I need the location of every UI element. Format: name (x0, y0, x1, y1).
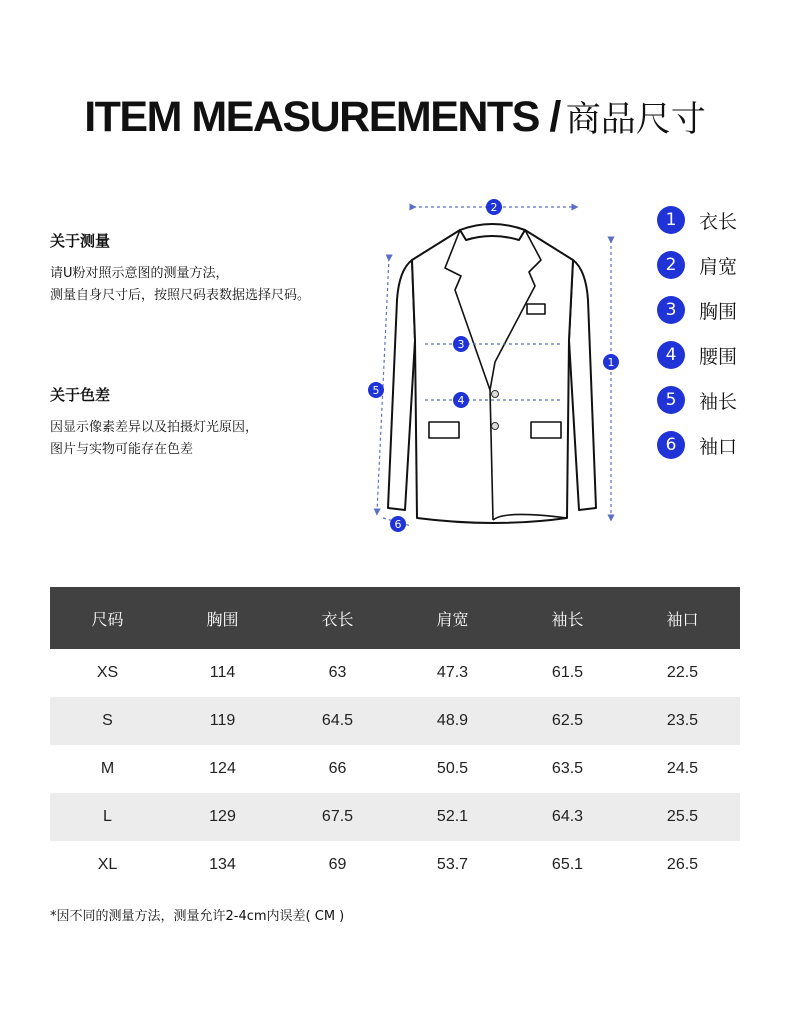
table-cell: 129 (165, 793, 280, 841)
size-table (50, 587, 740, 889)
table-cell: 63 (328, 664, 347, 681)
legend-number-badge: 3 (657, 296, 685, 324)
marker-chest (453, 336, 469, 352)
jacket-diagram (355, 190, 635, 540)
legend-label: 胸围 (699, 300, 738, 323)
legend-number-badge: 6 (657, 431, 685, 459)
table-cell: 134 (209, 856, 236, 873)
legend-item (657, 251, 777, 279)
table-cell: XL (97, 856, 118, 873)
table-cell: 61.5 (551, 664, 584, 681)
legend-item (657, 341, 777, 369)
color-note-line: 图片与实物可能存在色差 (50, 442, 194, 457)
measurement-footnote: *因不同的测量方法，测量允许2-4cm内误差( CM ) (50, 909, 345, 924)
marker-sleeve-label: 5 (372, 384, 380, 397)
table-cell: 66 (328, 760, 347, 777)
table-cell: L (50, 793, 165, 841)
legend-number-badge: 1 (657, 206, 685, 234)
page-title-en: ITEM MEASUREMENTS / (84, 93, 560, 141)
table-row (50, 649, 740, 697)
table-cell: 64.5 (280, 697, 395, 745)
table-cell: 26.5 (666, 856, 699, 873)
table-cell: 47.3 (436, 664, 469, 681)
legend-label: 袖口 (699, 435, 738, 458)
color-difference-note (50, 384, 380, 461)
marker-length (603, 354, 619, 370)
table-row (50, 841, 740, 889)
table-cell: 22.5 (666, 664, 699, 681)
column-header: 尺码 (50, 587, 165, 649)
page-title (0, 92, 790, 142)
marker-waist-label: 4 (457, 394, 465, 407)
measurement-note-line: 请U粉对照示意图的测量方法， (50, 266, 229, 281)
marker-length-label: 1 (607, 356, 615, 369)
column-header: 衣长 (280, 587, 395, 649)
legend-item (657, 386, 777, 414)
table-cell: 25.5 (625, 793, 740, 841)
legend-label: 袖长 (699, 390, 738, 413)
marker-cuff-label: 6 (394, 518, 402, 531)
table-cell: 62.5 (510, 697, 625, 745)
marker-shoulder-label: 2 (490, 201, 498, 214)
marker-sleeve (368, 382, 384, 398)
table-row (50, 697, 740, 745)
measurement-note-title: 关于测量 (50, 232, 111, 250)
table-cell: 69 (328, 856, 347, 873)
jacket-icon (355, 190, 635, 540)
table-cell: 119 (165, 697, 280, 745)
table-cell: 114 (209, 664, 236, 681)
table-cell: 23.5 (625, 697, 740, 745)
legend-item (657, 296, 777, 324)
marker-chest-label: 3 (457, 338, 465, 351)
color-note-title: 关于色差 (50, 386, 111, 404)
page-title-cn: 商品尺寸 (565, 100, 706, 140)
legend-label: 肩宽 (699, 255, 738, 278)
legend-number-badge: 5 (657, 386, 685, 414)
table-cell: 50.5 (436, 760, 469, 777)
legend-number-badge: 2 (657, 251, 685, 279)
column-header: 胸围 (165, 587, 280, 649)
table-cell: 67.5 (280, 793, 395, 841)
table-cell: 48.9 (395, 697, 510, 745)
table-row (50, 745, 740, 793)
table-row (50, 793, 740, 841)
marker-shoulder (486, 199, 502, 215)
marker-cuff (390, 516, 406, 532)
legend-label: 腰围 (699, 345, 738, 368)
table-cell: 124 (209, 760, 236, 777)
table-header-row (50, 587, 740, 649)
table-cell: 52.1 (395, 793, 510, 841)
legend-item (657, 206, 777, 234)
table-cell: M (100, 760, 115, 777)
table-cell: 53.7 (436, 856, 469, 873)
column-header: 肩宽 (395, 587, 510, 649)
measurement-note (50, 230, 380, 307)
table-cell: S (50, 697, 165, 745)
table-cell: 65.1 (551, 856, 584, 873)
measurement-legend (657, 206, 777, 476)
table-cell: 24.5 (666, 760, 699, 777)
column-header: 袖口 (625, 587, 740, 649)
marker-waist (453, 392, 469, 408)
legend-label: 衣长 (699, 210, 738, 233)
column-header: 袖长 (510, 587, 625, 649)
measurement-note-line: 测量自身尺寸后，按照尺码表数据选择尺码。 (50, 288, 311, 303)
table-cell: 64.3 (510, 793, 625, 841)
color-note-line: 因显示像素差异以及拍摄灯光原因， (50, 420, 259, 435)
legend-item (657, 431, 777, 459)
table-cell: 63.5 (551, 760, 584, 777)
table-cell: XS (96, 664, 119, 681)
legend-number-badge: 4 (657, 341, 685, 369)
